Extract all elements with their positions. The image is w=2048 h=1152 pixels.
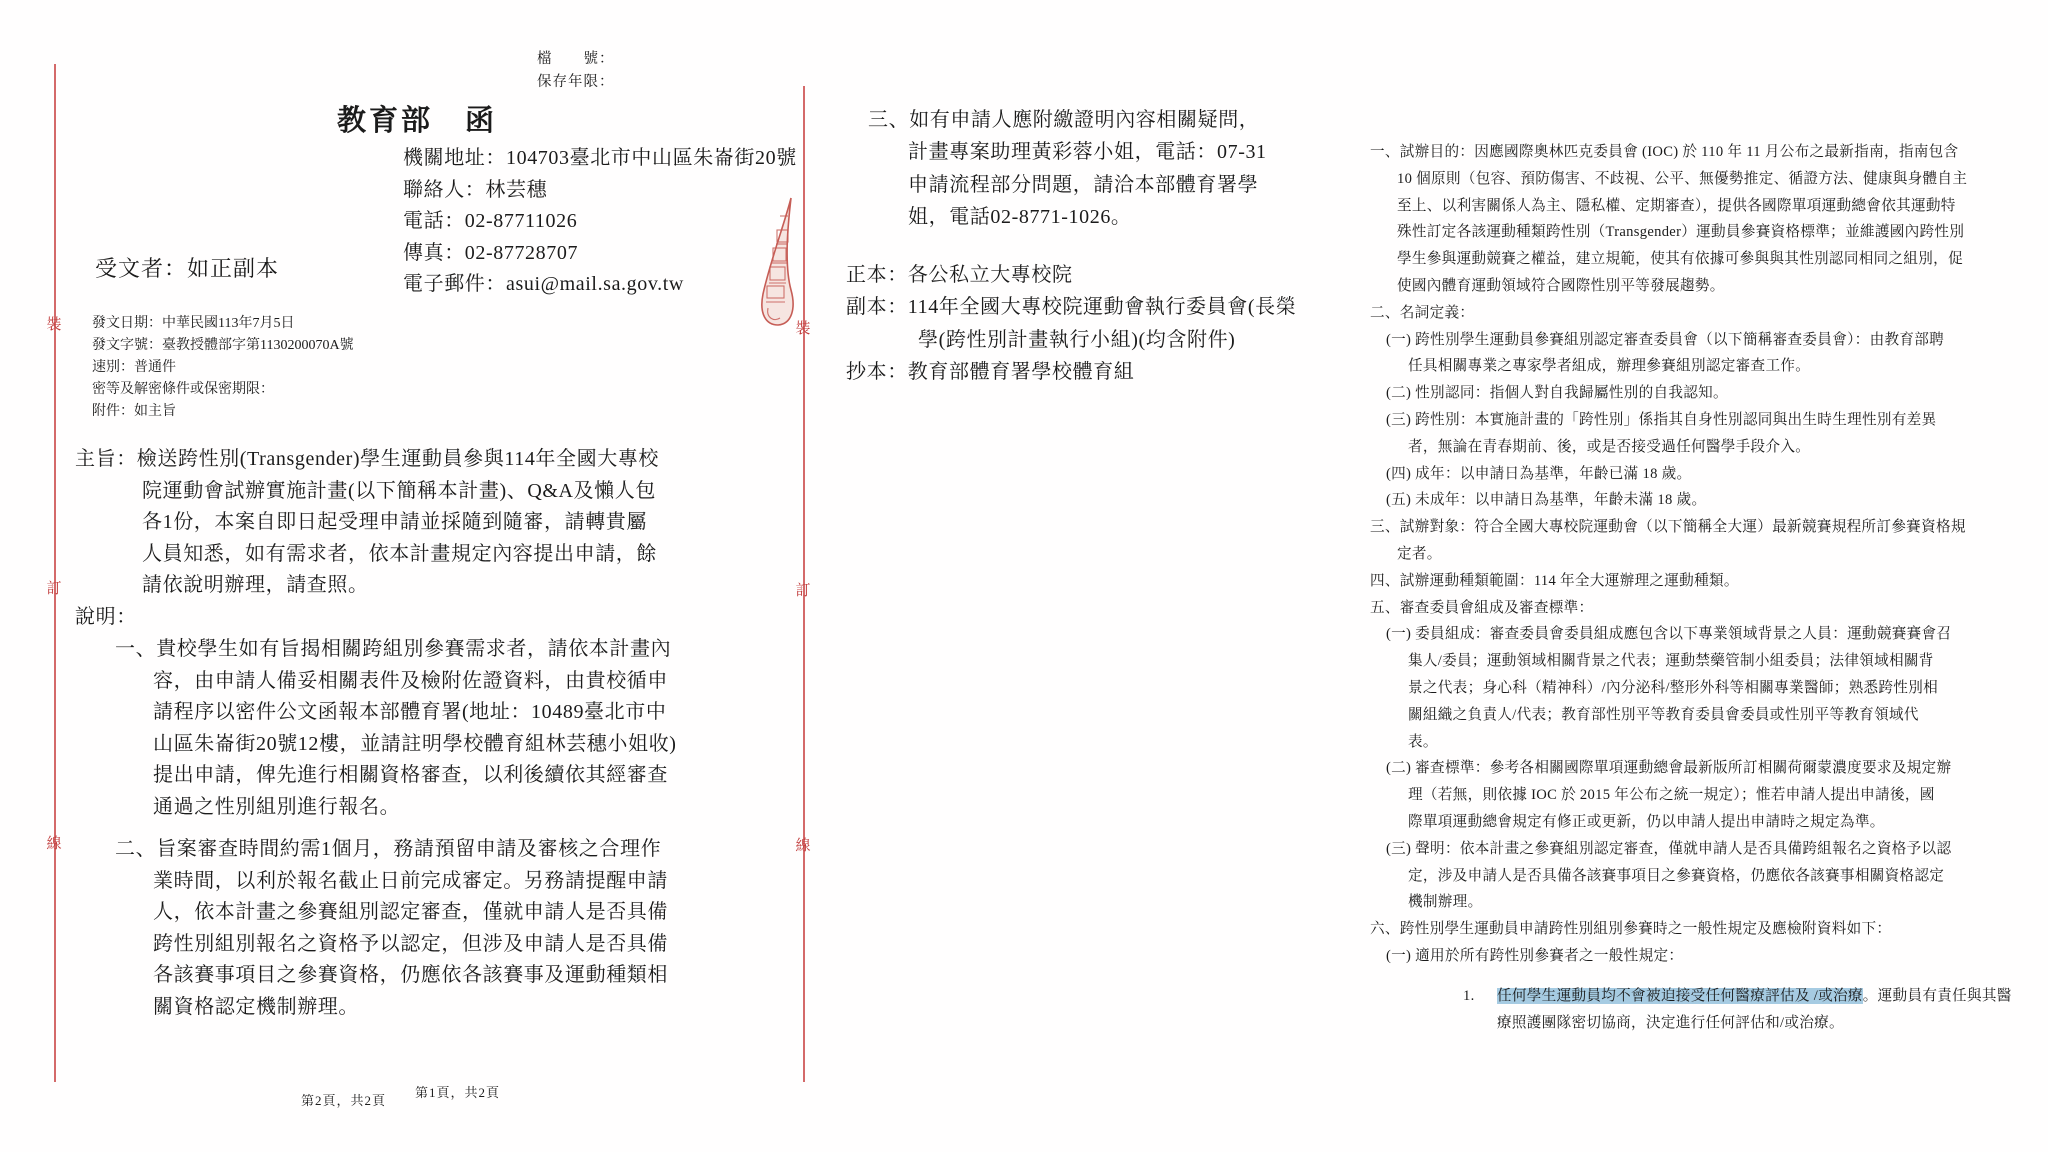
text-line: 一、貴校學生如有旨揭相關跨組別參賽需求者，請依本計畫內: [115, 638, 672, 660]
plan-line: 療照護團隊密切協商，決定進行任何評估和/或治療。: [1497, 1014, 1844, 1031]
agency-contact: 聯絡人：林芸穗: [403, 178, 548, 201]
binding-char-ding-1: 訂: [46, 581, 62, 597]
plan-line: 三、試辦對象：符合全國大專校院運動會（以下簡稱全大運）最新競賽規程所訂參賽資格規: [1370, 519, 1966, 536]
text-line: 計畫專案助理黃彩蓉小姐，電話：07-31: [908, 141, 1267, 164]
classification: 密等及解密條件或保密期限：: [92, 382, 274, 397]
text-line: 容，由申請人備妥相關表件及檢附佐證資料，由貴校循申: [153, 669, 668, 692]
plan-line: (一) 委員組成：審查委員會委員組成應包含以下專業領域背景之人員：運動競賽賽會召: [1386, 626, 1952, 643]
dispatch-date: 發文日期：中華民國113年7月5日: [92, 316, 295, 331]
agency-phone: 電話：02-87711026: [403, 210, 578, 233]
text-line: 提出申請，俾先進行相關資格審查，以利後續依其經審查: [153, 764, 668, 787]
plan-line: (三) 聲明：依本計畫之參賽組別認定審查，僅就申請人是否具備跨組報名之資格予以認: [1386, 840, 1952, 857]
dispatch-number: 發文字號：臺教授體部字第1130200070A號: [92, 338, 354, 353]
page-2-footer: 第2頁，共2頁: [301, 1093, 387, 1108]
binding-char-xian-1: 線: [46, 836, 62, 852]
plan-line: 定，涉及申請人是否具備各該賽事項目之參賽資格，仍應依各該賽事相關資格認定: [1408, 867, 1945, 884]
text-line: 跨性別組別報名之資格予以認定，但涉及申請人是否具備: [153, 932, 668, 955]
plan-line: 任具相關專業之專家學者組成，辦理參賽組別認定審查工作。: [1408, 358, 1811, 375]
plan-line: 四、試辦運動種類範圍：114 年全大運辦理之運動種類。: [1370, 572, 1739, 589]
file-copy-line: 抄本：教育部體育署學校體育組: [846, 360, 1135, 383]
binding-char-ding-2: 訂: [795, 583, 811, 599]
plan-line: 理（若無，則依據 IOC 於 2015 年公布之統一規定）；惟若申請人提出申請後，國: [1408, 787, 1935, 804]
plan-line: 殊性訂定各該運動種類跨性別（Transgender）運動員參賽資格標準；並維護國內跨性別: [1397, 224, 1965, 241]
file-number-label: 檔 號：: [537, 51, 615, 67]
highlighted-text: 任何學生運動員均不會被迫接受任何醫療評估及 /或治療: [1497, 987, 1863, 1004]
text-line: 業時間，以利於報名截止日前完成審定。另務請提醒申請: [153, 869, 668, 892]
plan-line: 機制辦理。: [1408, 894, 1483, 911]
plan-line: (一) 適用於所有跨性別參賽者之一般性規定：: [1386, 947, 1684, 964]
text-line: 各該賽事項目之參賽資格，仍應依各該賽事及運動種類相: [153, 964, 668, 987]
original-copy-line: 正本：各公私立大專校院: [846, 264, 1073, 286]
text-line: 院運動會試辦實施計畫(以下簡稱本計畫)、Q&A及懶人包: [142, 479, 656, 502]
plan-line: 表。: [1408, 733, 1438, 750]
plan-line: (五) 未成年：以申請日為基準，年齡未滿 18 歲。: [1386, 492, 1707, 509]
plan-line: 至上、以利害關係人為主、隱私權、定期審查），提供各國際單項運動總會依其運動特: [1397, 197, 1956, 214]
plan-line: 學生參與運動競賽之權益，建立規範，使其有依據可參與與其性別認同相同之組別，促: [1397, 251, 1963, 268]
text-line: 人員知悉，如有需求者，依本計畫規定內容提出申請，餘: [142, 542, 657, 565]
text-line: 主旨：檢送跨性別(Transgender)學生運動員參與114年全國大專校: [75, 448, 660, 470]
priority: 速別：普通件: [92, 360, 176, 375]
agency-fax: 傳真：02-87728707: [403, 241, 579, 264]
text-line: 申請流程部分問題，請洽本部體育署學: [908, 173, 1259, 196]
text-line: 姐，電話02-8771-1026。: [908, 205, 1132, 228]
text-line: 山區朱崙街20號12樓，並請註明學校體育組林芸穗小姐收): [153, 732, 677, 755]
plan-line: (四) 成年：以申請日為基準，年齡已滿 18 歲。: [1386, 465, 1692, 482]
attachment-note: 附件：如主旨: [92, 404, 176, 419]
item-rest-text: 。運動員有責任與其醫: [1862, 987, 2012, 1004]
agency-address: 機關地址：104703臺北市中山區朱崙街20號: [403, 147, 797, 169]
binding-char-zhuang-1: 裝: [46, 317, 62, 333]
plan-numbered-item: [1463, 983, 2012, 1010]
page-1-footer: 第1頁，共2頁: [415, 1085, 501, 1100]
plan-line: 六、跨性別學生運動員申請跨性別組別參賽時之一般性規定及應檢附資料如下：: [1370, 921, 1892, 938]
plan-line: 者，無論在青春期前、後，或是否接受過任何醫學手段介入。: [1408, 438, 1811, 455]
cc-copy-line: 副本：114年全國大專校院運動會執行委員會(長榮: [846, 296, 1297, 319]
recipient-line: 受文者：如正副本: [95, 256, 280, 281]
text-line: 三、如有申請人應附繳證明內容相關疑問，: [868, 109, 1260, 131]
plan-line: (二) 審查標準：參考各相關國際單項運動總會最新版所訂相關荷爾蒙濃度要求及規定辦: [1386, 760, 1952, 777]
plan-line: 集人/委員；運動領域相關背景之代表；運動禁藥管制小組委員；法律領域相關背: [1408, 653, 1934, 670]
agency-email: 電子郵件：asui@mail.sa.gov.tw: [403, 273, 684, 296]
plan-line: 景之代表；身心科（精神科）/內分泌科/整形外科等相關專業醫師；熟悉跨性別相: [1408, 679, 1938, 696]
plan-line: 二、名詞定義：: [1370, 304, 1475, 321]
binding-char-xian-2: 線: [795, 838, 811, 854]
retention-label: 保存年限：: [537, 74, 615, 90]
text-line: 人，依本計畫之參賽組別認定審查，僅就申請人是否具備: [153, 901, 668, 924]
text-line: 二、旨案審查時間約需1個月，務請預留申請及審核之合理作: [115, 838, 662, 860]
text-line: 通過之性別組別進行報名。: [153, 795, 401, 818]
document-title: 教育部 函: [337, 105, 498, 137]
plan-line: (二) 性別認同：指個人對自我歸屬性別的自我認知。: [1386, 385, 1728, 402]
plan-line: 使國內體育運動領域符合國際性別平等發展趨勢。: [1397, 277, 1725, 294]
plan-line: 一、試辦目的：因應國際奧林匹克委員會 (IOC) 於 110 年 11 月公布之最新指南，指南包含: [1370, 144, 1959, 160]
text-line: 各1份，本案自即日起受理申請並採隨到隨審，請轉貴屬: [142, 511, 647, 534]
plan-line: 定者。: [1397, 545, 1442, 562]
plan-line: 10 個原則（包容、預防傷害、不歧視、公平、無優勢推定、循證方法、健康與身體自主: [1397, 170, 1968, 187]
plan-line: 五、審查委員會組成及審查標準：: [1370, 599, 1594, 616]
explanation-label: 說明：: [75, 606, 137, 628]
cc-copy-line-2: 學(跨性別計畫執行小組)(均含附件): [918, 328, 1236, 351]
plan-text-block: [1370, 139, 2012, 1036]
text-line: 關資格認定機制辦理。: [153, 995, 359, 1018]
plan-line: 關組織之負責人/代表；教育部性別平等教育委員會委員或性別平等教育領域代: [1408, 706, 1919, 723]
plan-line: (三) 跨性別：本實施計畫的「跨性別」係指其自身性別認同與出生時生理性別有差異: [1386, 411, 1937, 428]
plan-line: 際單項運動總會規定有修正或更新，仍以申請人提出申請時之規定為準。: [1408, 813, 1885, 830]
text-line: 請程序以密件公文函報本部體育署(地址：10489臺北市中: [153, 701, 667, 724]
text-line: 請依說明辦理，請查照。: [142, 574, 369, 597]
binding-char-zhuang-2: 裝: [795, 321, 811, 337]
item-number: 1.: [1463, 987, 1475, 1004]
plan-line: (一) 跨性別學生運動員參賽組別認定審查委員會（以下簡稱審查委員會）：由教育部聘: [1386, 331, 1945, 348]
plan-page: [1320, 0, 2048, 1152]
